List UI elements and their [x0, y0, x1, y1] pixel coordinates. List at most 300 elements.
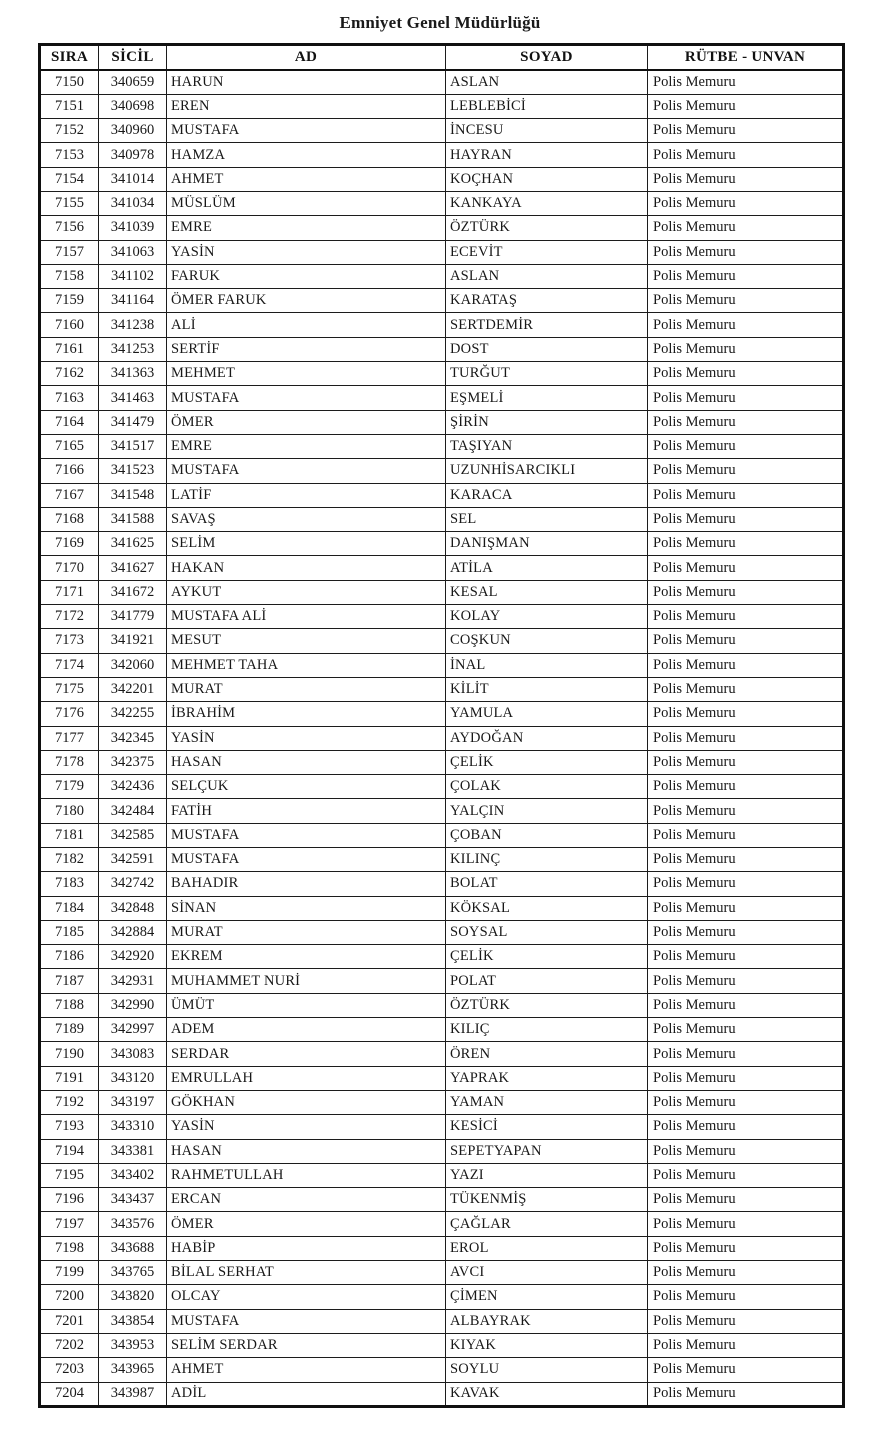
cell-rutbe: Polis Memuru [648, 1358, 844, 1382]
cell-sicil: 341548 [99, 483, 167, 507]
cell-sicil: 341517 [99, 434, 167, 458]
cell-ad: MUSTAFA [167, 386, 446, 410]
cell-ad: FARUK [167, 264, 446, 288]
column-header-sicil: SİCİL [99, 45, 167, 71]
cell-ad: MÜSLÜM [167, 191, 446, 215]
cell-rutbe: Polis Memuru [648, 289, 844, 313]
cell-sicil: 342255 [99, 702, 167, 726]
cell-ad: MUHAMMET NURİ [167, 969, 446, 993]
table-row [40, 629, 844, 653]
cell-soyad: EROL [446, 1236, 648, 1260]
table-row [40, 556, 844, 580]
cell-ad: MEHMET [167, 362, 446, 386]
cell-rutbe: Polis Memuru [648, 1115, 844, 1139]
cell-ad: ÖMER [167, 1212, 446, 1236]
column-header-rutbe-unvan: RÜTBE - UNVAN [648, 45, 844, 71]
cell-ad: SERTİF [167, 337, 446, 361]
table-row [40, 167, 844, 191]
cell-sira: 7181 [40, 823, 99, 847]
cell-soyad: SEL [446, 507, 648, 531]
cell-soyad: ÇOBAN [446, 823, 648, 847]
cell-sicil: 341363 [99, 362, 167, 386]
cell-ad: EMRULLAH [167, 1066, 446, 1090]
cell-soyad: ALBAYRAK [446, 1309, 648, 1333]
cell-sicil: 342848 [99, 896, 167, 920]
cell-rutbe: Polis Memuru [648, 362, 844, 386]
cell-soyad: ŞİRİN [446, 410, 648, 434]
cell-sicil: 341625 [99, 532, 167, 556]
cell-sicil: 342585 [99, 823, 167, 847]
cell-ad: ÜMÜT [167, 993, 446, 1017]
cell-sira: 7204 [40, 1382, 99, 1406]
cell-rutbe: Polis Memuru [648, 240, 844, 264]
cell-ad: YASİN [167, 1115, 446, 1139]
cell-sira: 7191 [40, 1066, 99, 1090]
cell-ad: SELİM [167, 532, 446, 556]
cell-sicil: 341253 [99, 337, 167, 361]
table-row [40, 191, 844, 215]
cell-sira: 7150 [40, 70, 99, 94]
cell-sira: 7196 [40, 1188, 99, 1212]
table-row [40, 459, 844, 483]
cell-rutbe: Polis Memuru [648, 1261, 844, 1285]
cell-rutbe: Polis Memuru [648, 264, 844, 288]
cell-ad: MUSTAFA ALİ [167, 605, 446, 629]
cell-rutbe: Polis Memuru [648, 605, 844, 629]
cell-sira: 7173 [40, 629, 99, 653]
cell-ad: HABİP [167, 1236, 446, 1260]
table-row [40, 240, 844, 264]
table-row [40, 1261, 844, 1285]
cell-rutbe: Polis Memuru [648, 1163, 844, 1187]
cell-sira: 7170 [40, 556, 99, 580]
table-row [40, 1115, 844, 1139]
cell-soyad: LEBLEBİCİ [446, 94, 648, 118]
table-row [40, 119, 844, 143]
cell-ad: HAKAN [167, 556, 446, 580]
table-row [40, 434, 844, 458]
cell-sira: 7195 [40, 1163, 99, 1187]
cell-sira: 7172 [40, 605, 99, 629]
cell-ad: MUSTAFA [167, 119, 446, 143]
cell-ad: SELİM SERDAR [167, 1333, 446, 1357]
cell-ad: MUSTAFA [167, 823, 446, 847]
personnel-table [38, 43, 845, 1408]
cell-sicil: 342436 [99, 775, 167, 799]
cell-sira: 7197 [40, 1212, 99, 1236]
table-row [40, 848, 844, 872]
cell-sicil: 341627 [99, 556, 167, 580]
cell-sira: 7202 [40, 1333, 99, 1357]
cell-sira: 7169 [40, 532, 99, 556]
cell-soyad: TURĞUT [446, 362, 648, 386]
cell-sicil: 342920 [99, 945, 167, 969]
cell-sira: 7182 [40, 848, 99, 872]
cell-sira: 7194 [40, 1139, 99, 1163]
table-row [40, 1285, 844, 1309]
table-row [40, 726, 844, 750]
cell-sira: 7158 [40, 264, 99, 288]
column-header-ad: AD [167, 45, 446, 71]
table-row [40, 1382, 844, 1406]
cell-rutbe: Polis Memuru [648, 1212, 844, 1236]
cell-sicil: 341779 [99, 605, 167, 629]
cell-ad: SELÇUK [167, 775, 446, 799]
cell-ad: FATİH [167, 799, 446, 823]
cell-soyad: SERTDEMİR [446, 313, 648, 337]
cell-ad: MUSTAFA [167, 459, 446, 483]
cell-soyad: TÜKENMİŞ [446, 1188, 648, 1212]
cell-sira: 7184 [40, 896, 99, 920]
cell-rutbe: Polis Memuru [648, 969, 844, 993]
table-row [40, 70, 844, 94]
cell-sicil: 340698 [99, 94, 167, 118]
cell-soyad: ÇİMEN [446, 1285, 648, 1309]
cell-rutbe: Polis Memuru [648, 313, 844, 337]
cell-soyad: ÖZTÜRK [446, 993, 648, 1017]
cell-sira: 7179 [40, 775, 99, 799]
cell-ad: OLCAY [167, 1285, 446, 1309]
cell-sicil: 343765 [99, 1261, 167, 1285]
cell-soyad: ATİLA [446, 556, 648, 580]
cell-sicil: 341164 [99, 289, 167, 313]
cell-sicil: 342990 [99, 993, 167, 1017]
cell-ad: LATİF [167, 483, 446, 507]
table-row [40, 1236, 844, 1260]
cell-soyad: KARATAŞ [446, 289, 648, 313]
cell-soyad: KARACA [446, 483, 648, 507]
cell-sicil: 342742 [99, 872, 167, 896]
cell-rutbe: Polis Memuru [648, 532, 844, 556]
cell-soyad: KOLAY [446, 605, 648, 629]
cell-rutbe: Polis Memuru [648, 775, 844, 799]
table-row [40, 386, 844, 410]
cell-sira: 7199 [40, 1261, 99, 1285]
cell-sira: 7190 [40, 1042, 99, 1066]
cell-soyad: SEPETYAPAN [446, 1139, 648, 1163]
cell-sicil: 341014 [99, 167, 167, 191]
table-row [40, 1139, 844, 1163]
cell-soyad: COŞKUN [446, 629, 648, 653]
cell-soyad: ECEVİT [446, 240, 648, 264]
cell-sicil: 341479 [99, 410, 167, 434]
table-row [40, 1090, 844, 1114]
cell-rutbe: Polis Memuru [648, 410, 844, 434]
cell-rutbe: Polis Memuru [648, 143, 844, 167]
cell-ad: BAHADIR [167, 872, 446, 896]
table-row [40, 1358, 844, 1382]
cell-sicil: 341063 [99, 240, 167, 264]
table-row [40, 605, 844, 629]
column-header-soyad: SOYAD [446, 45, 648, 71]
cell-soyad: DOST [446, 337, 648, 361]
cell-sira: 7153 [40, 143, 99, 167]
cell-rutbe: Polis Memuru [648, 1042, 844, 1066]
cell-sira: 7176 [40, 702, 99, 726]
table-row [40, 1042, 844, 1066]
cell-rutbe: Polis Memuru [648, 702, 844, 726]
cell-soyad: ÇOLAK [446, 775, 648, 799]
cell-soyad: ÖZTÜRK [446, 216, 648, 240]
cell-sira: 7157 [40, 240, 99, 264]
cell-rutbe: Polis Memuru [648, 167, 844, 191]
cell-rutbe: Polis Memuru [648, 216, 844, 240]
table-row [40, 1018, 844, 1042]
cell-soyad: HAYRAN [446, 143, 648, 167]
cell-sira: 7177 [40, 726, 99, 750]
cell-sicil: 342375 [99, 750, 167, 774]
cell-ad: MUSTAFA [167, 848, 446, 872]
cell-sicil: 343402 [99, 1163, 167, 1187]
cell-sicil: 342345 [99, 726, 167, 750]
cell-soyad: KESİCİ [446, 1115, 648, 1139]
cell-ad: ÖMER FARUK [167, 289, 446, 313]
cell-sicil: 343820 [99, 1285, 167, 1309]
table-row [40, 94, 844, 118]
cell-soyad: ÇAĞLAR [446, 1212, 648, 1236]
cell-sira: 7174 [40, 653, 99, 677]
cell-sira: 7201 [40, 1309, 99, 1333]
cell-rutbe: Polis Memuru [648, 1139, 844, 1163]
table-row [40, 993, 844, 1017]
cell-soyad: BOLAT [446, 872, 648, 896]
cell-sira: 7167 [40, 483, 99, 507]
cell-sira: 7164 [40, 410, 99, 434]
cell-sicil: 341039 [99, 216, 167, 240]
cell-rutbe: Polis Memuru [648, 920, 844, 944]
cell-sira: 7198 [40, 1236, 99, 1260]
cell-ad: SERDAR [167, 1042, 446, 1066]
cell-ad: BİLAL SERHAT [167, 1261, 446, 1285]
cell-sicil: 341588 [99, 507, 167, 531]
cell-soyad: TAŞIYAN [446, 434, 648, 458]
cell-ad: YASİN [167, 240, 446, 264]
cell-sicil: 343965 [99, 1358, 167, 1382]
cell-sicil: 343576 [99, 1212, 167, 1236]
cell-sira: 7178 [40, 750, 99, 774]
cell-ad: AYKUT [167, 580, 446, 604]
cell-soyad: AYDOĞAN [446, 726, 648, 750]
cell-rutbe: Polis Memuru [648, 896, 844, 920]
cell-rutbe: Polis Memuru [648, 556, 844, 580]
cell-rutbe: Polis Memuru [648, 119, 844, 143]
cell-rutbe: Polis Memuru [648, 1309, 844, 1333]
cell-rutbe: Polis Memuru [648, 677, 844, 701]
cell-rutbe: Polis Memuru [648, 1236, 844, 1260]
cell-sira: 7180 [40, 799, 99, 823]
cell-sicil: 341238 [99, 313, 167, 337]
cell-sira: 7192 [40, 1090, 99, 1114]
cell-ad: SAVAŞ [167, 507, 446, 531]
table-row [40, 580, 844, 604]
cell-sira: 7193 [40, 1115, 99, 1139]
cell-soyad: KIYAK [446, 1333, 648, 1357]
cell-sicil: 341672 [99, 580, 167, 604]
cell-rutbe: Polis Memuru [648, 1066, 844, 1090]
cell-soyad: İNCESU [446, 119, 648, 143]
cell-soyad: YAMAN [446, 1090, 648, 1114]
cell-sira: 7160 [40, 313, 99, 337]
cell-rutbe: Polis Memuru [648, 872, 844, 896]
cell-sira: 7166 [40, 459, 99, 483]
cell-sira: 7155 [40, 191, 99, 215]
cell-ad: HASAN [167, 1139, 446, 1163]
cell-soyad: SOYSAL [446, 920, 648, 944]
cell-ad: İBRAHİM [167, 702, 446, 726]
table-row [40, 483, 844, 507]
cell-soyad: AVCI [446, 1261, 648, 1285]
cell-rutbe: Polis Memuru [648, 629, 844, 653]
cell-ad: ADİL [167, 1382, 446, 1406]
cell-sira: 7183 [40, 872, 99, 896]
cell-sicil: 343437 [99, 1188, 167, 1212]
table-row [40, 1333, 844, 1357]
cell-sicil: 341034 [99, 191, 167, 215]
table-body [40, 70, 844, 1406]
cell-ad: HAMZA [167, 143, 446, 167]
cell-soyad: POLAT [446, 969, 648, 993]
cell-soyad: UZUNHİSARCIKLI [446, 459, 648, 483]
cell-sira: 7187 [40, 969, 99, 993]
table-row [40, 264, 844, 288]
cell-sira: 7186 [40, 945, 99, 969]
cell-sira: 7185 [40, 920, 99, 944]
cell-sira: 7159 [40, 289, 99, 313]
cell-soyad: ÇELİK [446, 750, 648, 774]
cell-rutbe: Polis Memuru [648, 483, 844, 507]
cell-soyad: YALÇIN [446, 799, 648, 823]
cell-ad: GÖKHAN [167, 1090, 446, 1114]
cell-rutbe: Polis Memuru [648, 726, 844, 750]
cell-ad: HARUN [167, 70, 446, 94]
cell-rutbe: Polis Memuru [648, 750, 844, 774]
cell-sira: 7163 [40, 386, 99, 410]
cell-rutbe: Polis Memuru [648, 945, 844, 969]
cell-rutbe: Polis Memuru [648, 386, 844, 410]
cell-soyad: EŞMELİ [446, 386, 648, 410]
cell-soyad: KESAL [446, 580, 648, 604]
cell-soyad: DANIŞMAN [446, 532, 648, 556]
cell-sira: 7161 [40, 337, 99, 361]
table-row [40, 216, 844, 240]
cell-ad: ÖMER [167, 410, 446, 434]
cell-sicil: 342884 [99, 920, 167, 944]
cell-soyad: YAMULA [446, 702, 648, 726]
table-row [40, 362, 844, 386]
cell-sicil: 341463 [99, 386, 167, 410]
cell-ad: SİNAN [167, 896, 446, 920]
cell-soyad: SOYLU [446, 1358, 648, 1382]
cell-sicil: 343987 [99, 1382, 167, 1406]
table-row [40, 313, 844, 337]
cell-ad: MURAT [167, 920, 446, 944]
cell-sira: 7151 [40, 94, 99, 118]
table-row [40, 653, 844, 677]
cell-soyad: ÖREN [446, 1042, 648, 1066]
cell-sicil: 343688 [99, 1236, 167, 1260]
cell-soyad: KAVAK [446, 1382, 648, 1406]
cell-rutbe: Polis Memuru [648, 580, 844, 604]
cell-ad: ERCAN [167, 1188, 446, 1212]
table-row [40, 775, 844, 799]
cell-sira: 7200 [40, 1285, 99, 1309]
cell-ad: MEHMET TAHA [167, 653, 446, 677]
cell-sira: 7168 [40, 507, 99, 531]
cell-sicil: 343310 [99, 1115, 167, 1139]
cell-ad: RAHMETULLAH [167, 1163, 446, 1187]
cell-sicil: 343083 [99, 1042, 167, 1066]
cell-ad: AHMET [167, 167, 446, 191]
cell-rutbe: Polis Memuru [648, 1285, 844, 1309]
cell-soyad: KÖKSAL [446, 896, 648, 920]
cell-sira: 7165 [40, 434, 99, 458]
table-row [40, 677, 844, 701]
cell-rutbe: Polis Memuru [648, 1018, 844, 1042]
cell-rutbe: Polis Memuru [648, 1382, 844, 1406]
cell-soyad: KILIÇ [446, 1018, 648, 1042]
cell-ad: EMRE [167, 434, 446, 458]
cell-rutbe: Polis Memuru [648, 191, 844, 215]
cell-soyad: ASLAN [446, 70, 648, 94]
table-row [40, 143, 844, 167]
cell-rutbe: Polis Memuru [648, 459, 844, 483]
cell-ad: MUSTAFA [167, 1309, 446, 1333]
cell-sicil: 342060 [99, 653, 167, 677]
cell-soyad: KOÇHAN [446, 167, 648, 191]
cell-ad: MESUT [167, 629, 446, 653]
cell-ad: EREN [167, 94, 446, 118]
cell-ad: HASAN [167, 750, 446, 774]
cell-sicil: 341523 [99, 459, 167, 483]
cell-sicil: 343953 [99, 1333, 167, 1357]
cell-rutbe: Polis Memuru [648, 799, 844, 823]
cell-ad: EKREM [167, 945, 446, 969]
cell-ad: YASİN [167, 726, 446, 750]
table-row [40, 872, 844, 896]
cell-ad: ADEM [167, 1018, 446, 1042]
cell-sira: 7156 [40, 216, 99, 240]
table-row [40, 750, 844, 774]
cell-sicil: 342484 [99, 799, 167, 823]
table-row [40, 799, 844, 823]
cell-sicil: 343381 [99, 1139, 167, 1163]
table-row [40, 1212, 844, 1236]
table-row [40, 1188, 844, 1212]
cell-soyad: KİLİT [446, 677, 648, 701]
cell-sicil: 341102 [99, 264, 167, 288]
cell-sicil: 343197 [99, 1090, 167, 1114]
cell-rutbe: Polis Memuru [648, 653, 844, 677]
cell-sira: 7162 [40, 362, 99, 386]
cell-sira: 7175 [40, 677, 99, 701]
table-row [40, 507, 844, 531]
cell-soyad: KANKAYA [446, 191, 648, 215]
cell-rutbe: Polis Memuru [648, 848, 844, 872]
cell-sicil: 340960 [99, 119, 167, 143]
cell-soyad: ÇELİK [446, 945, 648, 969]
cell-ad: EMRE [167, 216, 446, 240]
cell-sira: 7189 [40, 1018, 99, 1042]
table-row [40, 337, 844, 361]
cell-sira: 7171 [40, 580, 99, 604]
table-row [40, 969, 844, 993]
cell-sicil: 343854 [99, 1309, 167, 1333]
cell-rutbe: Polis Memuru [648, 70, 844, 94]
table-row [40, 896, 844, 920]
cell-rutbe: Polis Memuru [648, 94, 844, 118]
column-header-sira: SIRA [40, 45, 99, 71]
cell-sira: 7188 [40, 993, 99, 1017]
